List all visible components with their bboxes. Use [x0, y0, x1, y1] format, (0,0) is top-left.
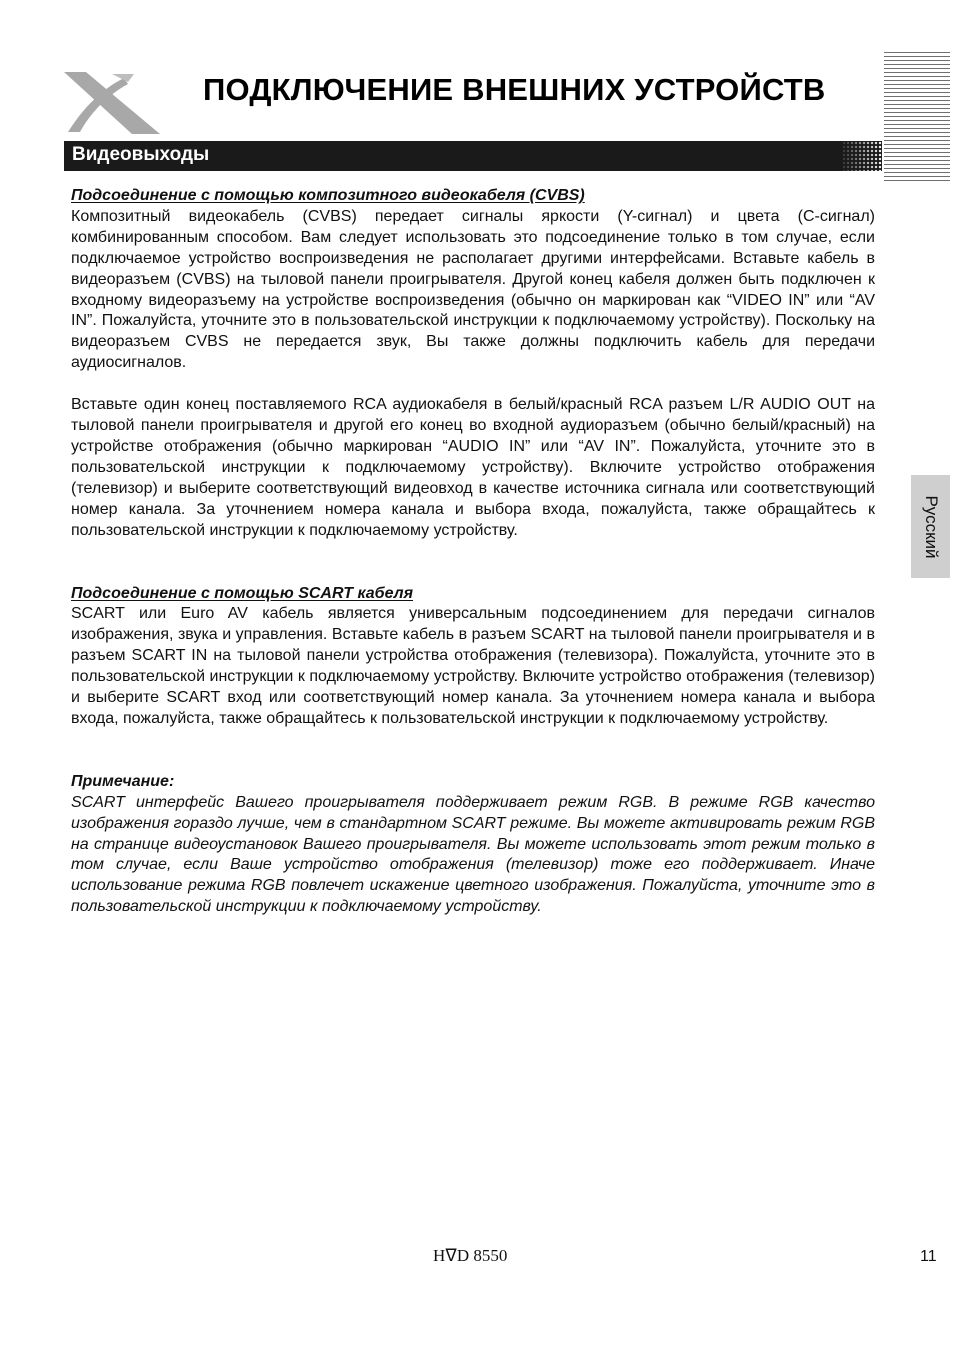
- model-name: HᐁD 8550: [433, 1246, 508, 1265]
- language-label: Русский: [921, 494, 941, 559]
- x-logo-icon: [62, 70, 162, 136]
- cvbs-paragraph-1: Композитный видеокабель (CVBS) передает сигналы яркости (Y-сигнал) и цвета (С-сигнал) комбинированным способом. Вам следует использовать это подсоединение только в том случае, если подключаемое устройство воспроизведения не располагает другими интерфейсами. Вставьте кабель в видеоразъем (CVBS) на тыловой панели проигрывателя. Другой конец кабеля должен быть подключен к входному видеоразъему на устройстве воспроизведения (обычно он маркирован как “VIDEO IN” или “AV IN”. Пожалуйста, уточните это в пользовательской инструкции к подключаемому устройству). Поскольку на видеоразъем CVBS не передается звук, Вы также должны подключить кабель для передачи аудиосигналов.: [71, 207, 875, 372]
- note-heading: Примечание:: [71, 772, 175, 790]
- main-content: [71, 186, 875, 918]
- page-number: 11: [920, 1248, 937, 1265]
- scart-paragraph: SCART или Euro AV кабель является универсальным подсоединением для передачи сигналов изображения, звука и управления. Вставьте кабель в разъем SCART на тыловой панели проигрывателя и в разъем SCART IN на тыловой панели устройства отображения (телевизора). Пожалуйста, уточните это в пользовательской инструкции к подключаемому устройству. Включите устройство отображения (телевизор) и выберите SCART вход или соответствующий номер канала. За уточнением номера канала и выбора входа, пожалуйста, также обращайтесь к пользовательской инструкции к подключаемому устройству.: [71, 605, 875, 727]
- cvbs-heading: Подсоединение с помощью композитного видеокабеля (CVBS): [71, 187, 585, 204]
- language-side-tab: [911, 475, 950, 578]
- spacer: [71, 730, 875, 772]
- section-header-bar: [64, 141, 882, 171]
- decorative-stripes: [884, 52, 950, 182]
- note-text: SCART интерфейс Вашего проигрывателя поддерживает режим RGB. В режиме RGB качество изображения гораздо лучше, чем в стандартном SCART режиме. Вы можете активировать режим RGB на странице видеоустановок Вашего проигрывателя. Вы можете использовать этот режим только в том случае, если Ваше устройство отображения (телевизор) тоже его поддерживает. Иначе использование режима RGB повлечет искажение цветного изображения. Пожалуйста, уточните это в пользовательской инструкции к подключаемому устройству.: [71, 793, 875, 916]
- spacer: [71, 374, 875, 395]
- page-title: ПОДКЛЮЧЕНИЕ ВНЕШНИХ УСТРОЙСТВ: [203, 72, 826, 107]
- section-title: Видеовыходы: [72, 144, 210, 165]
- scart-heading: Подсоединение с помощью SCART кабеля: [71, 584, 414, 602]
- spacer: [71, 542, 875, 584]
- cvbs-paragraph-2: Вставьте один конец поставляемого RCA аудиокабеля в белый/красный RCA разъем L/R AUDIO OUT на тыловой панели проигрывателя и другой его конец во входной аудиоразъем (обычно белый/красный) на устройстве отображения (обычно маркирован “AUDIO IN” или “AV IN”. Пожалуйста, уточните это в пользовательской инструкции к подключаемому устройству). Включите устройство отображения (телевизор) и выберите соответствующий видеовход в качестве источника сигнала или соответствующий номер канала. За уточнением номера канала и выбора входа, пожалуйста, также обращайтесь к пользовательской инструкции к подключаемому устройству.: [71, 396, 875, 539]
- dot-pattern: [842, 141, 882, 171]
